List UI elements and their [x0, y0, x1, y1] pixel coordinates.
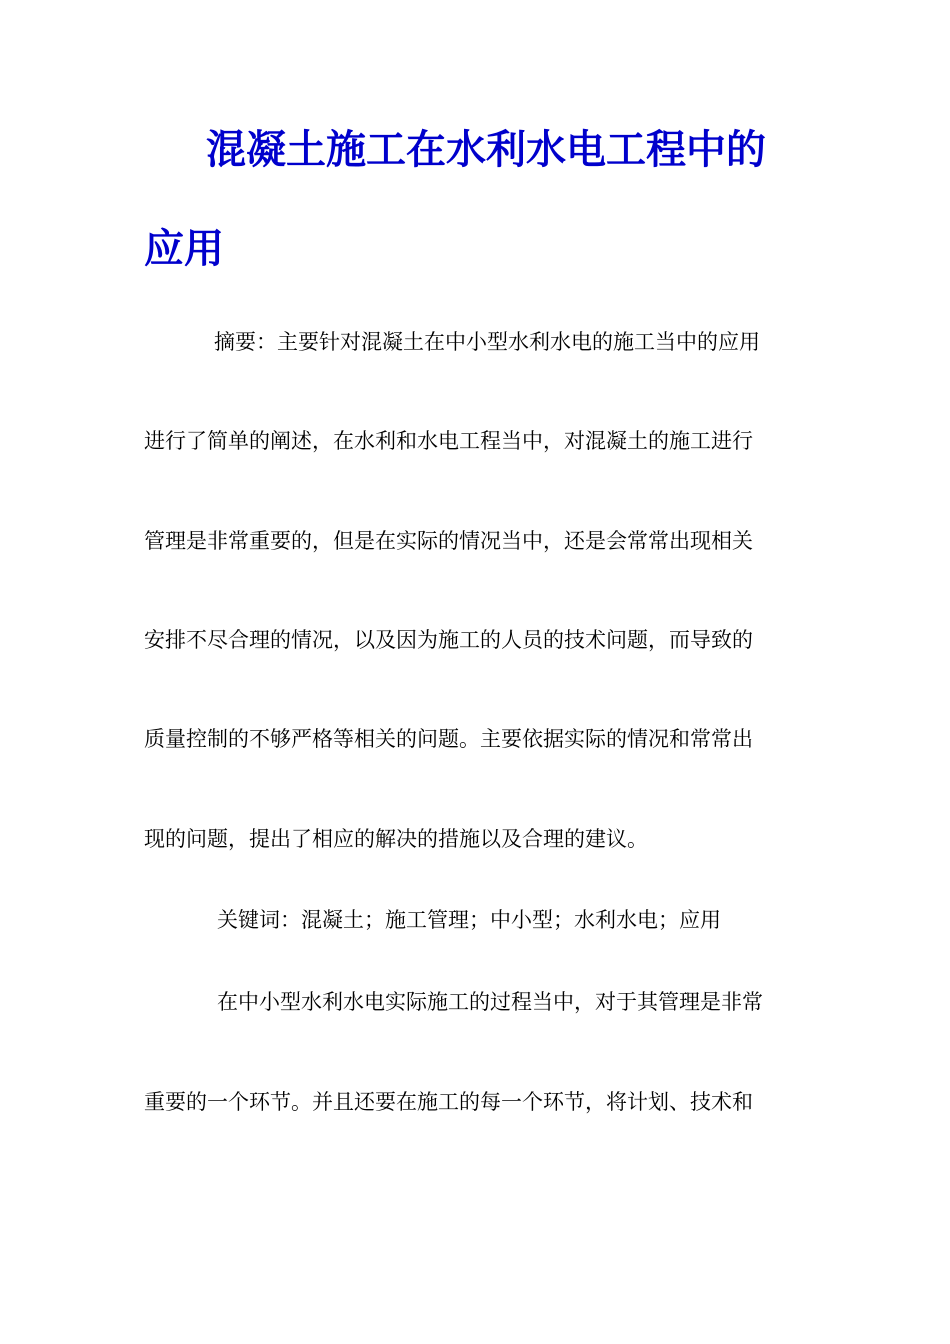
body-line-1: 在中小型水利水电实际施工的过程当中，对于其管理是非常 — [217, 990, 763, 1014]
abstract-line-2: 进行了简单的阐述，在水利和水电工程当中，对混凝土的施工进行 — [144, 429, 753, 453]
abstract-line-3: 管理是非常重要的，但是在实际的情况当中，还是会常常出现相关 — [144, 529, 753, 553]
body-line-2: 重要的一个环节。并且还要在施工的每一个环节，将计划、技术和 — [144, 1090, 753, 1114]
abstract-line-5: 质量控制的不够严格等相关的问题。主要依据实际的情况和常常出 — [144, 727, 753, 751]
abstract-line-4: 安排不尽合理的情况，以及因为施工的人员的技术问题，而导致的 — [144, 628, 753, 652]
document-title-line-2: 应用 — [144, 225, 224, 272]
abstract-line-1: 摘要：主要针对混凝土在中小型水利水电的施工当中的应用 — [214, 330, 760, 354]
keywords-line: 关键词：混凝土；施工管理；中小型；水利水电；应用 — [217, 908, 721, 932]
document-title-line-1: 混凝土施工在水利水电工程中的 — [206, 126, 766, 173]
abstract-line-6: 现的问题，提出了相应的解决的措施以及合理的建议。 — [144, 827, 648, 851]
